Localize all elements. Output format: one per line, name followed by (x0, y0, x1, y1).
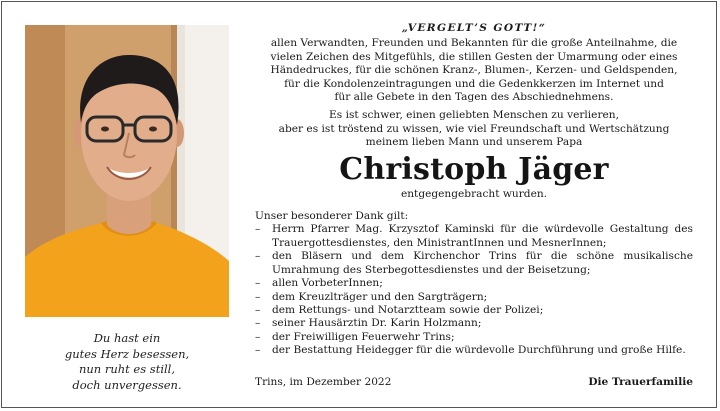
middle-line: Es ist schwer, einen geliebten Menschen zu verlieren, (329, 109, 619, 122)
heading: „VERGELT’S GOTT!“ (401, 22, 547, 34)
signature: Die Trauerfamilie (588, 376, 693, 388)
middle-line: meinem lieben Mann und unserem Papa (365, 136, 583, 149)
thanks-title: Unser besonderer Dank gilt: (255, 210, 409, 223)
intro-line: allen Verwandten, Freunden und Bekannten für die große Anteilnahme, die (270, 37, 678, 50)
deceased-name: Christoph Jäger (339, 151, 609, 187)
footer (255, 376, 693, 388)
thanks-item: – dem Rettungs- und Notarztteam sowie der Polizei; (255, 304, 693, 317)
after-name-text: entgegengebracht wurden. (400, 187, 548, 200)
thanks-item: – Herrn Pfarrer Mag. Krzysztof Kaminski für die würdevolle Gestaltung des Trauergottesdienstes, den MinistrantInnen und MesnerInnen; (255, 223, 693, 250)
thanks-item: – seiner Hausärztin Dr. Karin Holzmann; (255, 317, 693, 330)
thanks-list (255, 223, 693, 357)
poem-line: Du hast ein (93, 331, 161, 345)
poem-line: gutes Herz besessen, (64, 346, 190, 361)
middle-paragraph (255, 109, 693, 149)
thanks-item: – der Freiwilligen Feuerwehr Trins; (255, 331, 693, 344)
thanks-item: – der Bestattung Heidegger für die würdevolle Durchführung und große Hilfe. (255, 344, 693, 357)
memorial-poem (25, 331, 229, 393)
intro-line: für die Kondolenzeintragungen und die Gedenkkerzen im Internet und (284, 77, 664, 90)
obituary-text (255, 22, 693, 358)
intro-line: vielen Zeichen des Mitgefühls, die stillen Gesten der Umarmung oder eines (270, 50, 678, 63)
poem-line: nun ruht es still, (78, 362, 176, 376)
intro-line: Händedruckes, für die schönen Kranz-, Blumen-, Kerzen- und Geldspenden, (270, 64, 678, 77)
intro-paragraph (255, 37, 693, 104)
intro-line: für alle Gebete in den Tagen des Abschiednehmens. (334, 91, 614, 104)
poem-line: doch unvergessen. (72, 377, 182, 392)
thanks-item: – dem Kreuzlträger und den Sargträgern; (255, 291, 693, 304)
thanks-item: – den Bläsern und dem Kirchenchor Trins für die schöne musikalische Umrahmung des Sterbegottesdienstes und der Beisetzung; (255, 250, 693, 277)
place-date: Trins, im Dezember 2022 (255, 376, 392, 388)
portrait-photo (25, 25, 229, 317)
thanks-item: – allen VorbeterInnen; (255, 277, 693, 290)
middle-line: aber es ist tröstend zu wissen, wie viel Freundschaft und Wertschätzung (278, 122, 670, 135)
